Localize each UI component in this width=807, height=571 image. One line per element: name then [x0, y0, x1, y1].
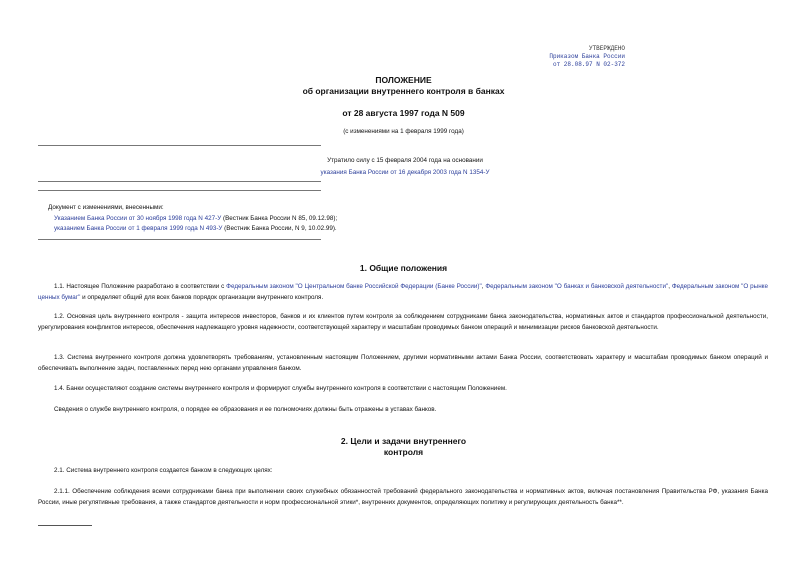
law-cbr-link[interactable]: Федеральным законом "О Центральном банке Российской Федерации (Банке России)" [226, 283, 482, 290]
paragraph-2-1-1 [38, 487, 768, 508]
para-text: Сведения о службе внутреннего контроля, о порядке ее образования и ее полномочиях должны быть отражены в уставах банков. [54, 406, 437, 413]
amended-item [48, 214, 337, 225]
para-text: 1.3. Система внутреннего контроля должна удовлетворять требованиям, установленным настоящим Положением, другими нормативными актами Банка России, соответствовать характеру и масштабам проводимых банком операций и обеспечивать выполнение задач, поставленных перед нею органами управления банком. [38, 354, 768, 372]
law-securities-link[interactable]: Федеральным законом "О рынке ценных бумаг" [38, 283, 768, 301]
approval-stamp [549, 45, 625, 69]
section2-heading-line: 2. Цели и задачи внутреннего [340, 436, 467, 446]
divider [38, 239, 321, 240]
amended-documents [48, 203, 337, 235]
paragraph-1-5 [38, 405, 768, 416]
title-line-1: ПОЛОЖЕНИЕ [375, 75, 432, 85]
footnote-divider [38, 525, 92, 526]
para-text: 2.1.1. Обеспечение соблюдения всеми сотрудниками банка при выполнении своих служебных обязанностей требований федерального законодательства и нормативных актов, включая постановления Правительства РФ, указания Банка России, иные регулятивные требования, а также стандартов деятельности и норм профессиональной этики*, внутренних документов, определяющих политику и регулирующих деятельность банка**. [38, 488, 768, 506]
title-line-2: об организации внутреннего контроля в банках [302, 86, 505, 96]
lost-force-link[interactable]: указания Банка России от 16 декабря 2003 года N 1354-У [320, 169, 490, 176]
para-text: 1.1. Настоящее Положение разработано в соответствии с [54, 283, 227, 290]
section2-heading [0, 436, 807, 457]
para-text: 2.1. Система внутреннего контроля создается банком в следующих целях: [54, 467, 273, 474]
section2-heading-line: контроля [383, 446, 424, 457]
paragraph-2-1 [38, 466, 768, 477]
approved-order-link[interactable]: Приказом Банка России [549, 53, 625, 60]
para-text: , [668, 283, 672, 290]
paragraph-1-4 [38, 384, 768, 395]
section1-heading: 1. Общие положения [359, 263, 448, 273]
amended-item-text: (Вестник Банка России, N 9, 10.02.99). [222, 225, 337, 232]
amended-item-link[interactable]: указанием Банка России от 1 февраля 1999 года N 493-У [54, 225, 223, 232]
amendment-note: (с изменениями на 1 февраля 1999 года) [343, 128, 464, 135]
paragraph-1-3 [38, 353, 768, 374]
para-text: 1.2. Основная цель внутреннего контроля - защита интересов инвесторов, банков и их клиентов путем контроля за соблюдением сотрудниками банка законодательства, нормативных актов и стандартов профессиональной деятельности, урегулирования конфликтов интересов, обеспечения надлежащего уровня надежности, соответствующей характеру и масштабам проводимых банком операций и минимизации рисков банковской деятельности. [38, 313, 768, 331]
para-text: 1.4. Банки осуществляют создание системы внутреннего контроля и формируют службы внутреннего контроля в соответствии с настоящим Положением. [54, 385, 507, 392]
para-text: и определяет общий для всех банков порядок организации внутреннего контроля. [80, 293, 324, 301]
para-text: , [481, 283, 486, 290]
document-title [0, 75, 807, 97]
divider [38, 190, 321, 191]
law-banks-link[interactable]: Федеральным законом "О банках и банковской деятельности" [485, 283, 669, 290]
amended-item-text: (Вестник Банка России N 85, 09.12.98); [221, 214, 338, 222]
amended-item-link[interactable]: Указанием Банка России от 30 ноября 1998 года N 427-У [54, 214, 222, 222]
amended-item [48, 224, 337, 235]
approved-label: УТВЕРЖДЕНО [588, 45, 625, 52]
amended-heading: Документ с изменениями, внесенными: [48, 204, 164, 211]
divider [38, 145, 321, 146]
lost-force-note [300, 155, 510, 179]
lost-force-text: Утратило силу с 15 февраля 2004 года на основании [327, 157, 483, 164]
approved-date-link[interactable]: от 28.08.97 N 02-372 [552, 61, 625, 68]
document-date: от 28 августа 1997 года N 509 [342, 108, 465, 118]
divider [38, 181, 321, 182]
paragraph-1-1 [38, 282, 768, 303]
paragraph-1-2 [38, 312, 768, 333]
